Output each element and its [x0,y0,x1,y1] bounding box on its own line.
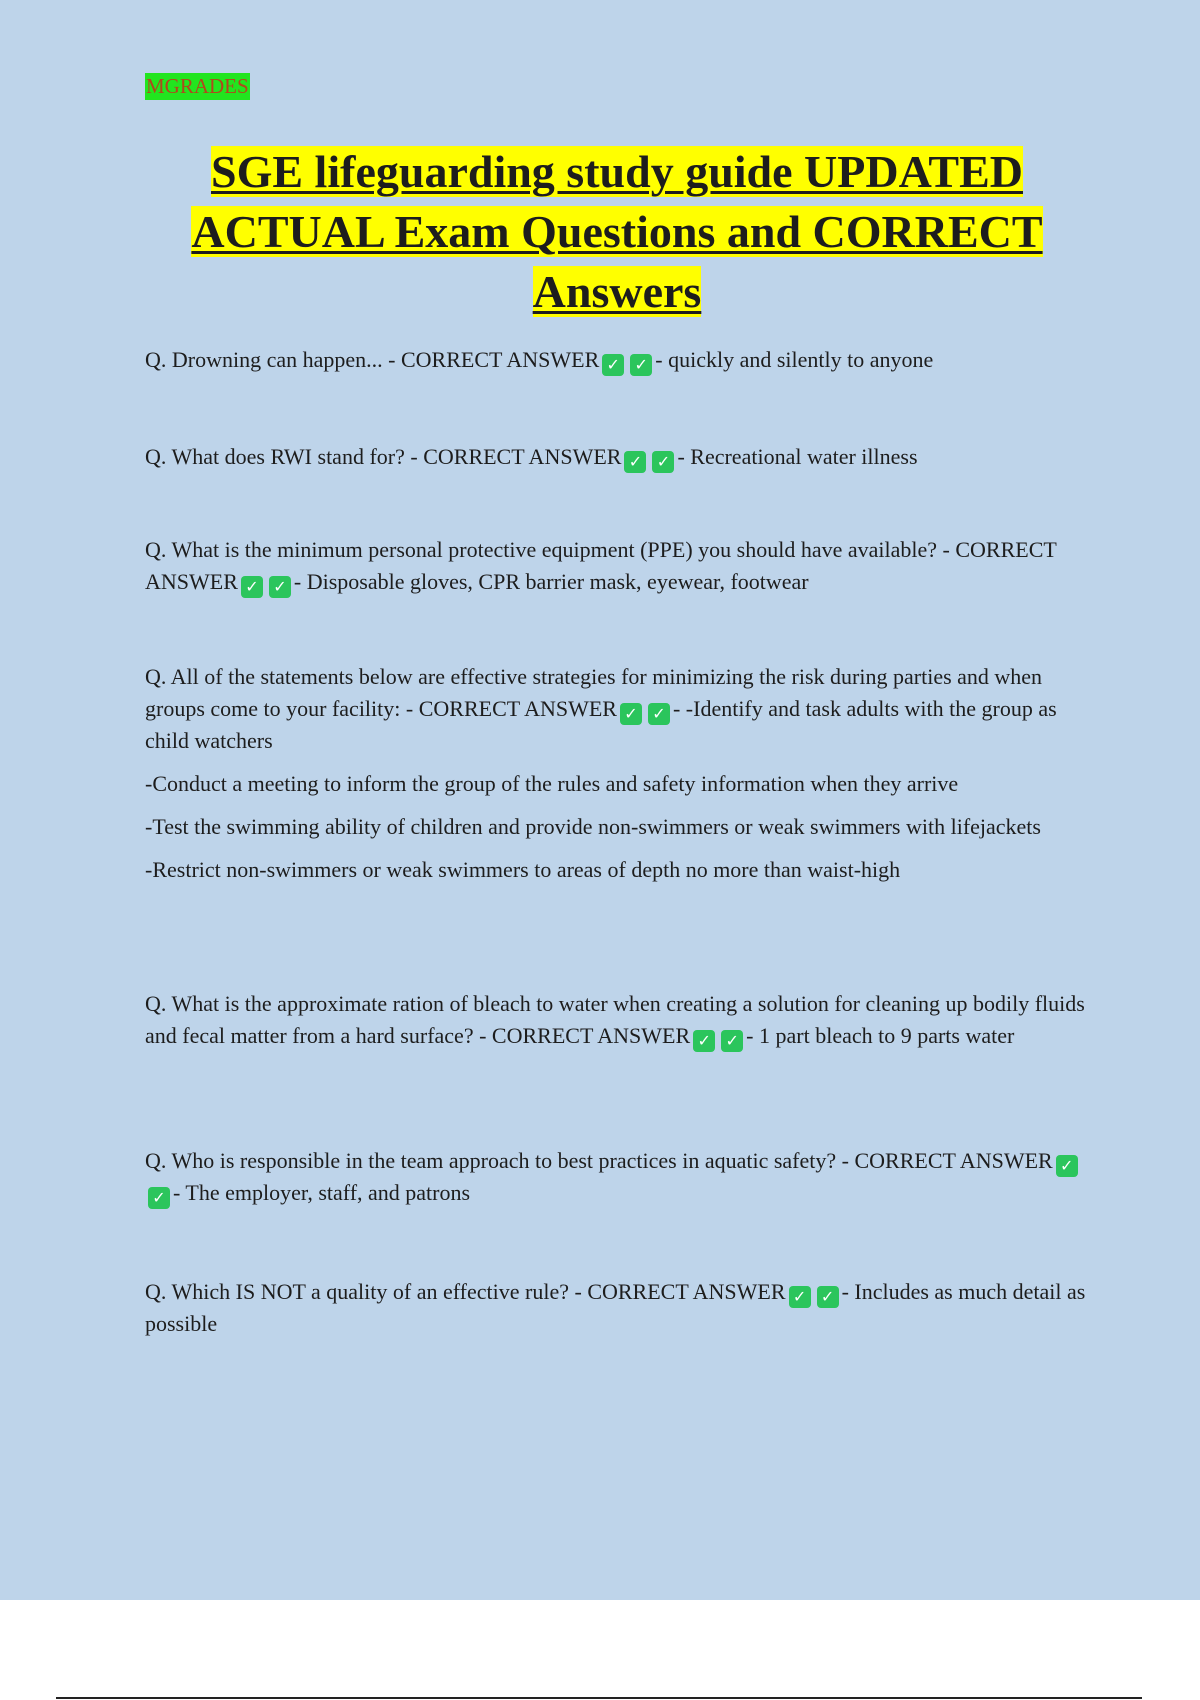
qa-item-1 [145,344,1100,376]
answer-detail: -Conduct a meeting to inform the group of the rules and safety information when they arrive [145,771,959,796]
answer-marker: CORRECT ANSWER [145,537,1057,594]
question-text: Q. What is the minimum personal protective equipment (PPE) you should have available? - [145,537,950,562]
check-icon: ✓ [630,354,652,376]
answer-text: - Recreational water illness [677,444,918,469]
check-icon: ✓ [148,1187,170,1209]
answer-marker: CORRECT ANSWER [423,444,622,469]
qa-text [145,441,1100,473]
question-text: Q. What is the approximate ration of bleach to water when creating a solution for cleaning up bodily fluids and fecal matter from a hard surface? - [145,991,1085,1048]
check-icon: ✓ [241,576,263,598]
check-icon: ✓ [269,576,291,598]
question-text: Q. Which IS NOT a quality of an effective rule? - [145,1279,582,1304]
answer-text: - 1 part bleach to 9 parts water [746,1023,1015,1048]
check-icon: ✓ [648,703,670,725]
answer-text: - -Identify and task adults with the group as child watchers [145,696,1057,753]
qa-item-5 [145,988,1100,1052]
footer-divider [56,1697,1142,1699]
check-icon: ✓ [693,1030,715,1052]
qa-item-2 [145,441,1100,473]
qa-item-3 [145,534,1100,598]
qa-item-4 [145,661,1100,886]
answer-text: - Disposable gloves, CPR barrier mask, eyewear, footwear [293,569,809,594]
answer-marker: CORRECT ANSWER [401,347,600,372]
answer-marker: CORRECT ANSWER [587,1279,786,1304]
answer-text: - quickly and silently to anyone [655,347,934,372]
answer-text: - The employer, staff, and patrons [173,1180,471,1205]
check-icon: ✓ [817,1286,839,1308]
brand-label: MGRADES [146,74,249,98]
qa-item-6 [145,1145,1100,1209]
check-icon: ✓ [624,451,646,473]
question-text: Q. Who is responsible in the team approach to best practices in aquatic safety? - [145,1148,849,1173]
qa-text [145,344,1100,376]
qa-text [145,534,1100,598]
qa-text [145,1276,1100,1340]
check-icon: ✓ [652,451,674,473]
qa-text [145,661,1100,757]
check-icon: ✓ [1056,1155,1078,1177]
question-text: Q. What does RWI stand for? - [145,444,418,469]
answer-text: - Includes as much detail as possible [145,1279,1086,1336]
answer-marker: CORRECT ANSWER [418,696,617,721]
answer-detail: -Test the swimming ability of children and provide non-swimmers or weak swimmers with lifejackets [145,814,1041,839]
answer-marker: CORRECT ANSWER [491,1023,691,1048]
answer-detail: -Restrict non-swimmers or weak swimmers to areas of depth no more than waist-high [145,857,901,882]
title-text: SGE lifeguarding study guide UPDATED ACTUAL Exam Questions and CORRECT Answers [191,146,1043,317]
question-text: Q. Drowning can happen... - [145,347,396,372]
document-title [120,142,1114,322]
answer-marker: CORRECT ANSWER [854,1148,1053,1173]
check-icon: ✓ [602,354,624,376]
check-icon: ✓ [620,703,642,725]
qa-text [145,988,1100,1052]
question-text: Q. All of the statements below are effective strategies for minimizing the risk during parties and when groups come to your facility: - [145,664,1043,721]
qa-text [145,1145,1100,1209]
check-icon: ✓ [789,1286,811,1308]
qa-item-7 [145,1276,1100,1340]
check-icon: ✓ [721,1030,743,1052]
